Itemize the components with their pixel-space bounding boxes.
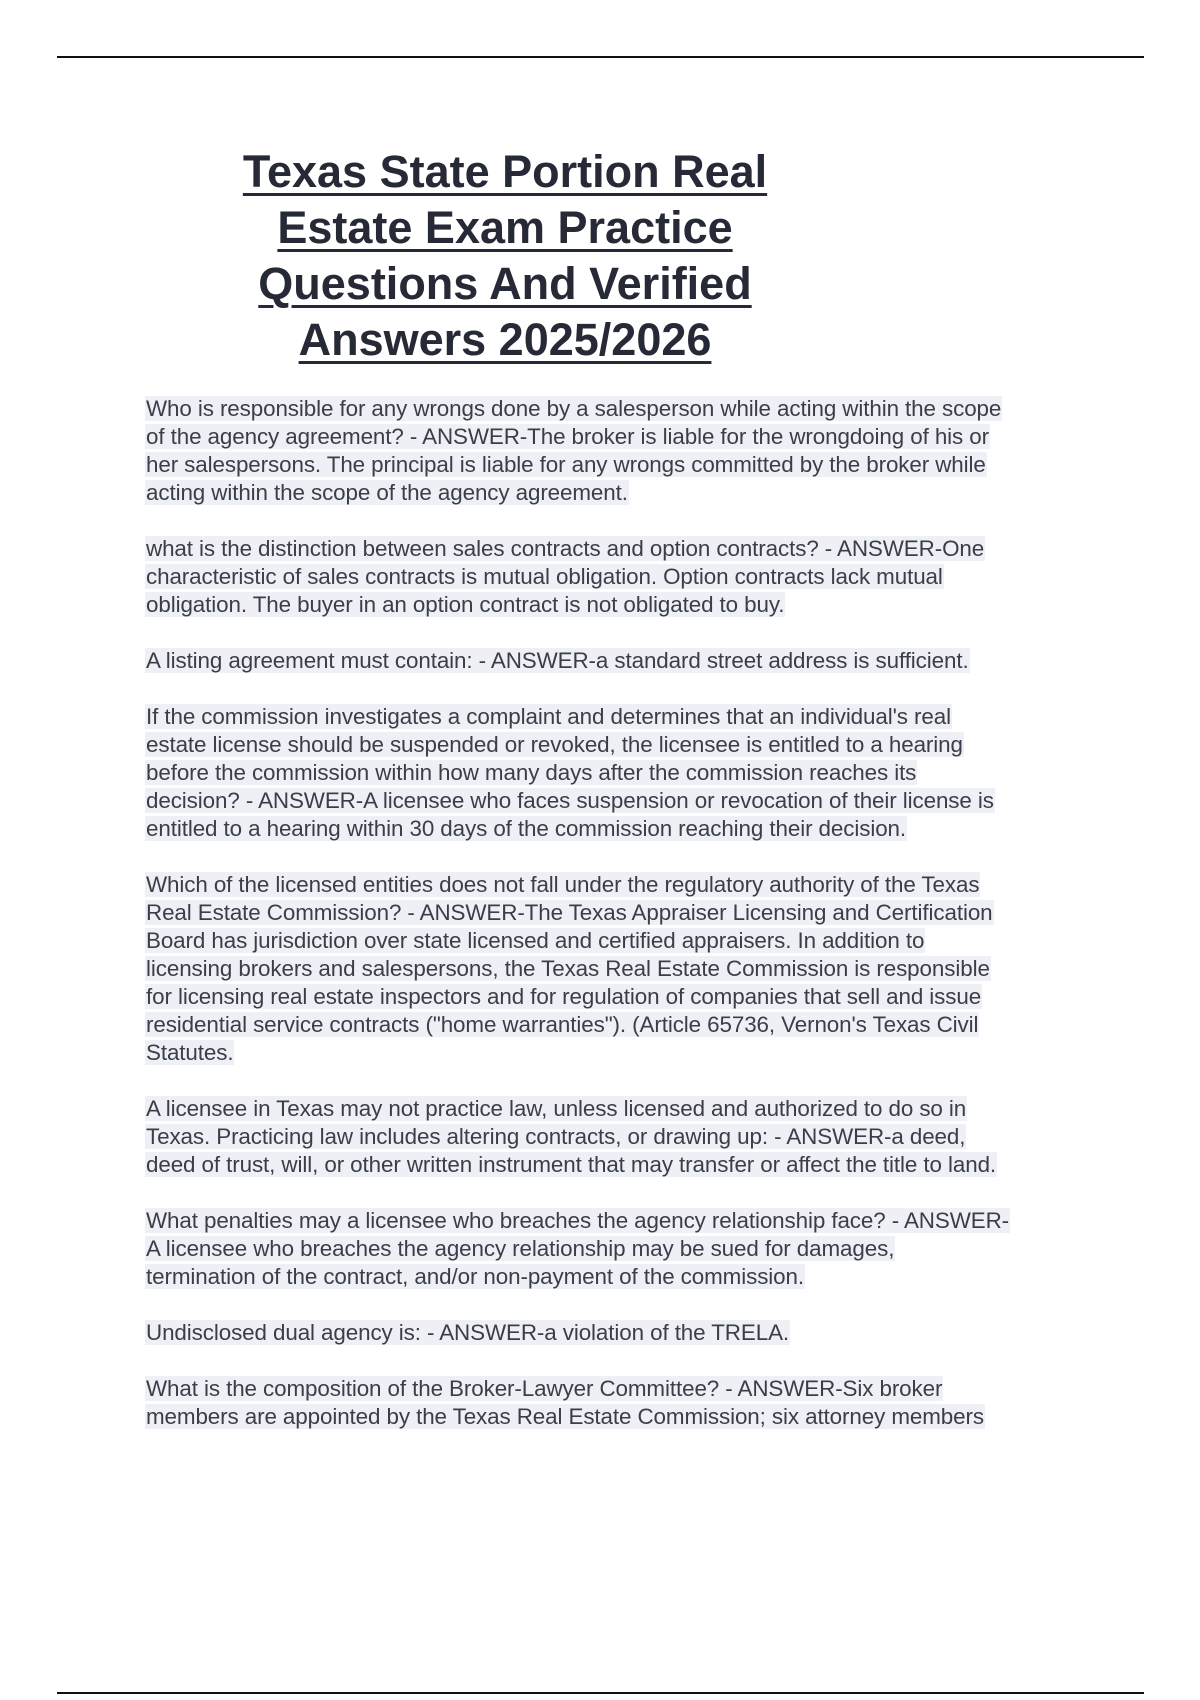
- text-line: licensing brokers and salespersons, the Texas Real Estate Commission is responsible: [146, 956, 990, 981]
- text-line: characteristic of sales contracts is mutual obligation. Option contracts lack mutual: [146, 564, 943, 589]
- qa-item: [145, 1095, 1095, 1179]
- text-line: obligation. The buyer in an option contract is not obligated to buy.: [146, 592, 785, 617]
- page-bottom-rule: [57, 1692, 1144, 1694]
- qa-item: [145, 1375, 1095, 1431]
- qa-item: [145, 1319, 1095, 1347]
- qa-item: [145, 647, 1095, 675]
- text-line: entitled to a hearing within 30 days of the commission reaching their decision.: [146, 816, 907, 841]
- text-line: What penalties may a licensee who breaches the agency relationship face? - ANSWER-: [146, 1208, 1009, 1233]
- text-line: Statutes.: [146, 1040, 234, 1065]
- text-line: Who is responsible for any wrongs done by a salesperson while acting within the scope: [146, 396, 1002, 421]
- question-answer-list: [145, 395, 1095, 1459]
- title-line: Estate Exam Practice: [277, 202, 733, 253]
- title-line: Texas State Portion Real: [242, 146, 768, 197]
- title-line: Answers 2025/2026: [298, 314, 712, 365]
- qa-item: [145, 1207, 1095, 1291]
- text-line: Board has jurisdiction over state licensed and certified appraisers. In addition to: [146, 928, 925, 953]
- text-line: members are appointed by the Texas Real Estate Commission; six attorney members: [146, 1404, 984, 1429]
- text-line: before the commission within how many days after the commission reaches its: [146, 760, 917, 785]
- text-line: what is the distinction between sales contracts and option contracts? - ANSWER-One: [146, 536, 985, 561]
- text-line: Texas. Practicing law includes altering contracts, or drawing up: - ANSWER-a deed,: [146, 1124, 966, 1149]
- page-top-rule: [57, 56, 1144, 58]
- qa-item: [145, 535, 1095, 619]
- text-line: A licensee who breaches the agency relationship may be sued for damages,: [146, 1236, 895, 1261]
- text-line: A listing agreement must contain: - ANSWER-a standard street address is sufficient.: [146, 648, 969, 673]
- text-line: Real Estate Commission? - ANSWER-The Texas Appraiser Licensing and Certification: [146, 900, 993, 925]
- text-line: Undisclosed dual agency is: - ANSWER-a violation of the TRELA.: [146, 1320, 790, 1345]
- text-line: Which of the licensed entities does not fall under the regulatory authority of the Texas: [146, 872, 980, 897]
- text-line: decision? - ANSWER-A licensee who faces suspension or revocation of their license is: [146, 788, 994, 813]
- text-line: What is the composition of the Broker-Lawyer Committee? - ANSWER-Six broker: [146, 1376, 943, 1401]
- document-title: [150, 144, 860, 368]
- text-line: of the agency agreement? - ANSWER-The broker is liable for the wrongdoing of his or: [146, 424, 989, 449]
- text-line: her salespersons. The principal is liable for any wrongs committed by the broker while: [146, 452, 986, 477]
- text-line: deed of trust, will, or other written instrument that may transfer or affect the title to land.: [146, 1152, 997, 1177]
- qa-item: [145, 871, 1095, 1067]
- qa-item: [145, 703, 1095, 843]
- title-line: Questions And Verified: [258, 258, 752, 309]
- text-line: estate license should be suspended or revoked, the licensee is entitled to a hearing: [146, 732, 963, 757]
- text-line: for licensing real estate inspectors and for regulation of companies that sell and issue: [146, 984, 982, 1009]
- text-line: If the commission investigates a complaint and determines that an individual's real: [146, 704, 951, 729]
- text-line: A licensee in Texas may not practice law, unless licensed and authorized to do so in: [146, 1096, 967, 1121]
- text-line: termination of the contract, and/or non-payment of the commission.: [146, 1264, 804, 1289]
- text-line: residential service contracts ("home warranties"). (Article 65736, Vernon's Texas Civil: [146, 1012, 979, 1037]
- text-line: acting within the scope of the agency agreement.: [146, 480, 628, 505]
- qa-item: [145, 395, 1095, 507]
